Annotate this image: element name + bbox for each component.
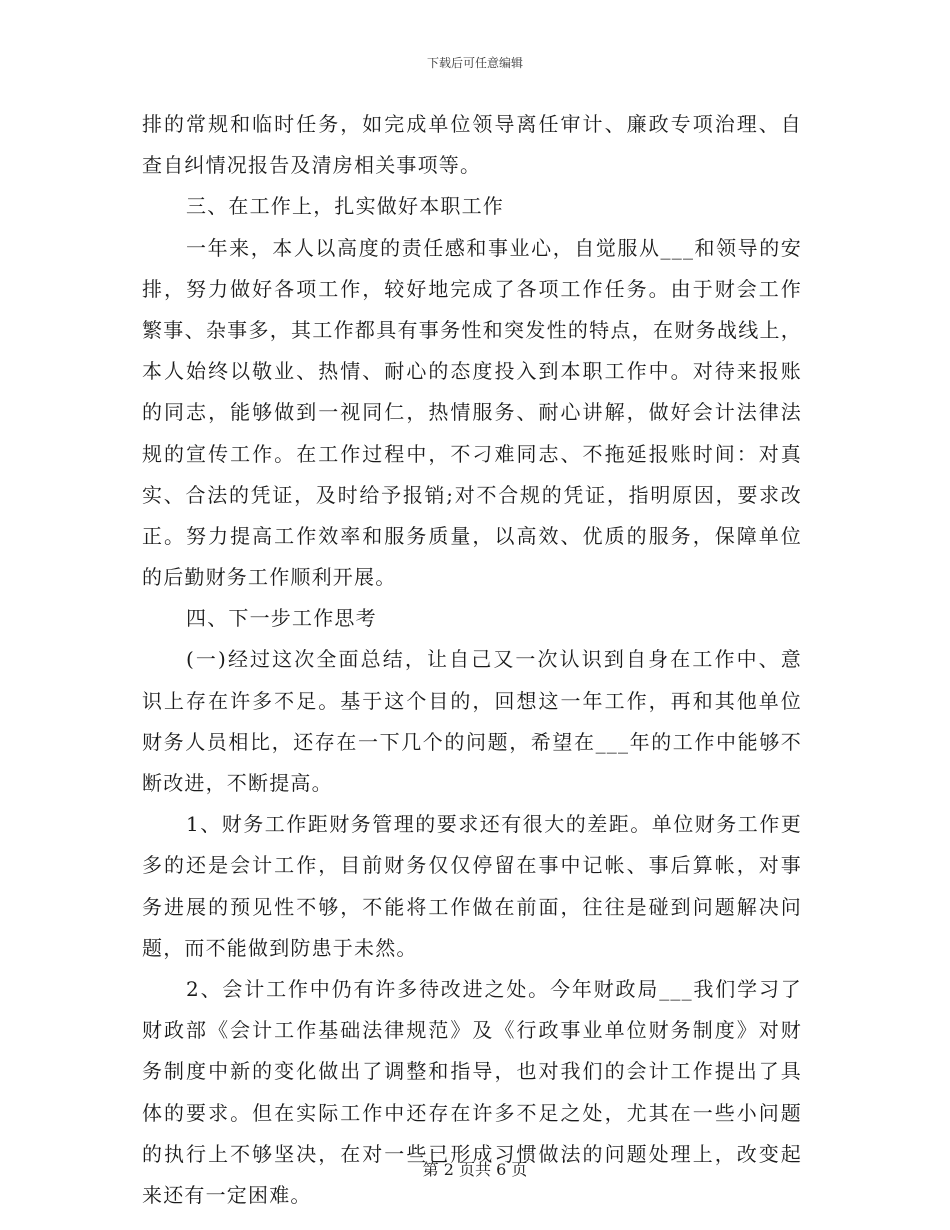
text-line: 题，而不能做到防患于未然。 [142, 935, 418, 960]
text-line: 的后勤财务工作顺利开展。 [142, 565, 397, 590]
text-line: 三、在工作上，扎实做好本职工作 [186, 194, 504, 219]
text-line: (一)经过这次全面总结，让自己又一次认识到自身在工作中、意 [186, 647, 802, 672]
page-footer: 第 2 页共 6 页 [422, 1160, 528, 1179]
text-line: 1、财务工作距财务管理的要求还有很大的差距。单位财务工作更 [186, 812, 802, 837]
text-line: 务进展的预见性不够，不能将工作做在前面，往往是碰到问题解决问 [142, 894, 802, 919]
text-line: 识上存在许多不足。基于这个目的，回想这一年工作，再和其他单位 [142, 688, 802, 713]
page-header: 下载后可任意编辑 [426, 56, 523, 70]
text-line: 务制度中新的变化做出了调整和指导，也对我们的会计工作提出了具 [142, 1059, 802, 1084]
text-line: 多的还是会计工作，目前财务仅仅停留在事中记帐、事后算帐，对事 [142, 853, 802, 878]
text-line: 财务人员相比，还存在一下几个的问题，希望在___年的工作中能够不 [142, 729, 802, 754]
text-line: 的同志，能够做到一视同仁，热情服务、耐心讲解，做好会计法律法 [142, 400, 802, 425]
text-line: 正。努力提高工作效率和服务质量，以高效、优质的服务，保障单位 [142, 523, 802, 548]
text-line: 断改进，不断提高。 [142, 771, 333, 795]
text-line: 四、下一步工作思考 [186, 606, 377, 631]
document-body [142, 104, 802, 1216]
text-line: 排，努力做好各项工作，较好地完成了各项工作任务。由于财会工作 [142, 276, 802, 301]
text-line: 的执行上不够坚决，在对一些已形成习惯做法的问题处理上，改变起 [142, 1141, 802, 1166]
text-line: 财政部《会计工作基础法律规范》及《行政事业单位财务制度》对财 [142, 1018, 802, 1043]
text-line: 来还有一定困难。 [142, 1182, 312, 1207]
text-line: 2、会计工作中仍有许多待改进之处。今年财政局___我们学习了 [186, 976, 802, 1001]
text-line: 体的要求。但在实际工作中还存在许多不足之处，尤其在一些小问题 [142, 1100, 802, 1125]
text-line: 实、合法的凭证，及时给予报销;对不合规的凭证，指明原因，要求改 [142, 482, 802, 507]
text-line: 本人始终以敬业、热情、耐心的态度投入到本职工作中。对待来报账 [142, 359, 802, 384]
text-line: 繁事、杂事多，其工作都具有事务性和突发性的特点，在财务战线上， [142, 317, 802, 342]
text-line: 排的常规和临时任务，如完成单位领导离任审计、廉政专项治理、自 [142, 112, 802, 136]
text-line: 规的宣传工作。在工作过程中，不刁难同志、不拖延报账时间：对真 [142, 441, 802, 466]
text-line: 查自纠情况报告及清房相关事项等。 [142, 153, 482, 178]
text-line: 一年来，本人以高度的责任感和事业心，自觉服从___和领导的安 [186, 235, 802, 260]
